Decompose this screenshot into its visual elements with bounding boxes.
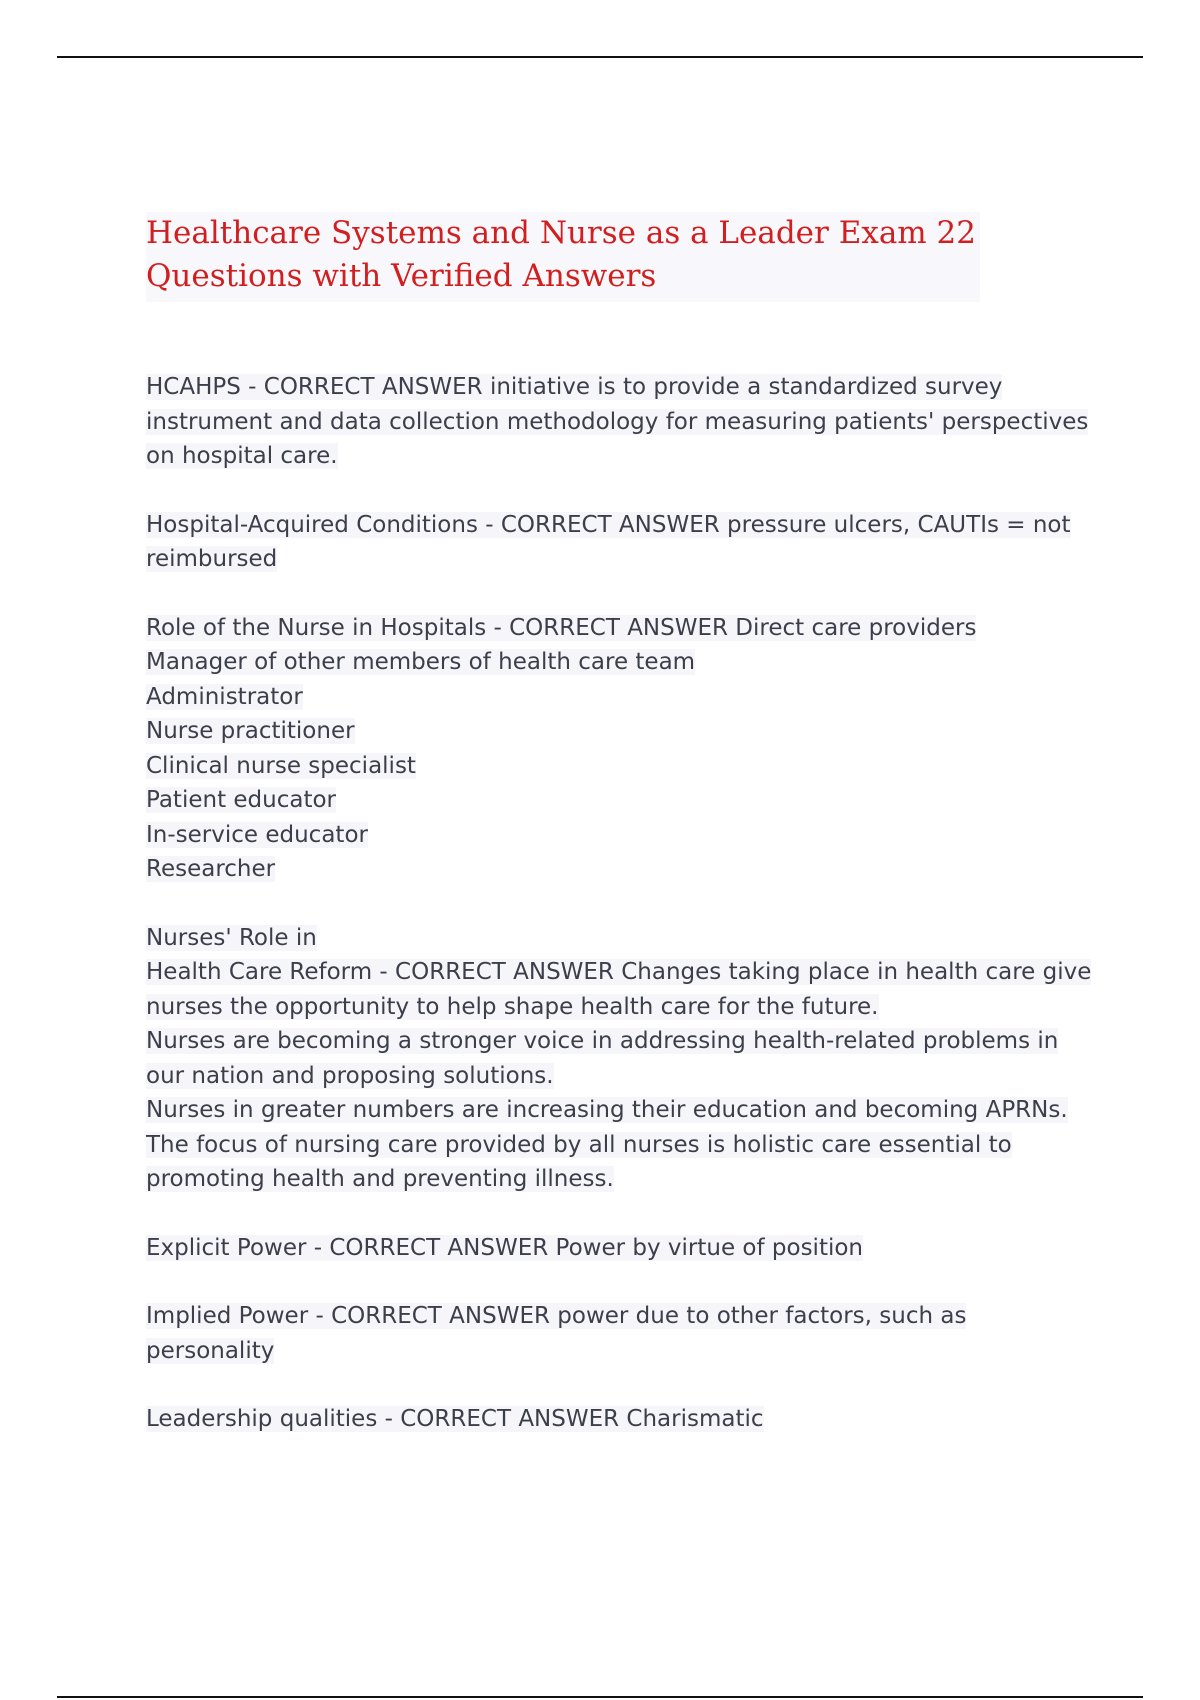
entry-line: Administrator: [146, 683, 303, 710]
entry-line: Patient educator: [146, 787, 337, 813]
entry-line: instrument and data collection methodology for measuring patients' perspectives: [146, 408, 1089, 435]
entry-line: Manager of other members of health care team: [146, 649, 696, 675]
entry-line: Clinical nurse specialist: [146, 752, 416, 779]
entry-line: Health Care Reform - CORRECT ANSWER Changes taking place in health care give: [146, 959, 1092, 985]
header-rule: [57, 56, 1143, 58]
document-title: [146, 212, 980, 302]
entry-line: Role of the Nurse in Hospitals - CORRECT ANSWER Direct care providers: [146, 614, 977, 641]
entry-line: Nurses' Role in: [146, 924, 317, 951]
entry-line: Nurse practitioner: [146, 718, 355, 744]
entry-line: personality: [146, 1337, 275, 1364]
qa-entry-hospital-acquired-conditions: [146, 508, 1096, 577]
entry-line: Nurses in greater numbers are increasing their education and becoming APRNs.: [146, 1097, 1068, 1123]
entry-line: nurses the opportunity to help shape health care for the future.: [146, 993, 879, 1020]
qa-entry-health-care-reform: [146, 921, 1096, 1197]
qa-entry-role-of-nurse: [146, 611, 1096, 887]
footer-rule: [57, 1696, 1143, 1698]
entry-line: reimbursed: [146, 546, 278, 572]
entry-line: Leadership qualities - CORRECT ANSWER Charismatic: [146, 1406, 764, 1432]
entry-line: our nation and proposing solutions.: [146, 1062, 554, 1089]
qa-entries: [146, 370, 1096, 1437]
entry-line: The focus of nursing care provided by all nurses is holistic care essential to: [146, 1131, 1012, 1158]
title-line: Questions with Verified Answers: [146, 258, 657, 294]
qa-entry-leadership-qualities: [146, 1402, 1096, 1437]
entry-line: Researcher: [146, 856, 276, 882]
entry-line: In-service educator: [146, 821, 368, 848]
title-line: Healthcare Systems and Nurse as a Leader Exam 22: [146, 215, 976, 251]
entry-line: Implied Power - CORRECT ANSWER power due to other factors, such as: [146, 1303, 967, 1329]
entry-line: promoting health and preventing illness.: [146, 1166, 614, 1192]
document-body: [146, 212, 1096, 1471]
qa-entry-explicit-power: [146, 1231, 1096, 1266]
entry-line: Explicit Power - CORRECT ANSWER Power by virtue of position: [146, 1234, 863, 1261]
qa-entry-implied-power: [146, 1299, 1096, 1368]
entry-line: HCAHPS - CORRECT ANSWER initiative is to provide a standardized survey: [146, 374, 1003, 400]
entry-line: on hospital care.: [146, 443, 338, 469]
qa-entry-hcahps: [146, 370, 1096, 474]
entry-line: Nurses are becoming a stronger voice in addressing health-related problems in: [146, 1028, 1059, 1054]
entry-line: Hospital-Acquired Conditions - CORRECT ANSWER pressure ulcers, CAUTIs = not: [146, 511, 1071, 538]
